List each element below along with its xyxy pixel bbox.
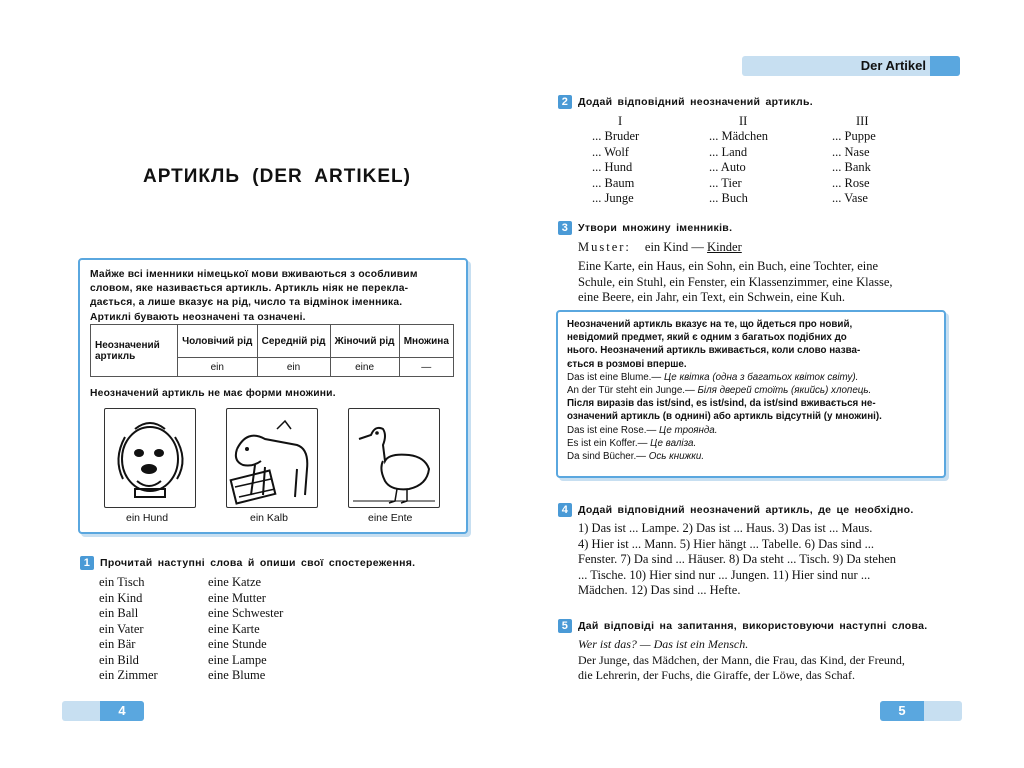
text-line: die Lehrerin, der Fuchs, die Giraffe, der Löwe, das Schaf. xyxy=(578,668,856,683)
list-item: ... Hund xyxy=(592,160,633,174)
table-cell: ein xyxy=(257,358,330,377)
list-item: ... Bruder xyxy=(592,129,640,143)
section-title: Der Artikel xyxy=(860,58,926,73)
example-translation: Ось книжки. xyxy=(648,451,705,463)
list-item: ... Rose xyxy=(832,175,870,190)
list-item: eine Lampe xyxy=(208,652,267,667)
exercise-number: 4 xyxy=(558,503,572,517)
text-line: Schule, ein Stuhl, ein Fenster, ein Klassenzimmer, eine Klasse, xyxy=(578,274,893,289)
list-item: ... Mädchen xyxy=(709,129,769,143)
example-line xyxy=(567,384,935,397)
list-item: ... Junge xyxy=(592,191,634,205)
list-item: ein Kind xyxy=(99,590,143,605)
muster-label: Muster: xyxy=(578,240,631,254)
intro-line: Майже всі іменники німецької мови вживаються з особливим xyxy=(90,269,418,280)
list-item: eine Mutter xyxy=(208,590,266,605)
exercise-instruction: Утвори множину іменників. xyxy=(578,221,733,234)
noun-column-2 xyxy=(709,129,768,207)
intro-line: дається, а лише вказує на рід, число та відмінок іменника. xyxy=(90,297,403,309)
muster-example xyxy=(578,240,742,256)
page-number: 5 xyxy=(880,701,924,721)
example-translation: Біля дверей стоїть (якийсь) хлопець. xyxy=(697,385,872,397)
exercise-4-text xyxy=(578,521,950,599)
list-item: eine Karte xyxy=(208,621,260,636)
exercise-instruction: Дай відповіді на запитання, використовуючи наступні слова. xyxy=(578,619,928,632)
exercise-4-heading xyxy=(558,503,914,517)
exercise-3-text xyxy=(578,259,948,306)
word-column-1 xyxy=(99,575,158,684)
exercise-instruction: Додай відповідний неозначений артикль. xyxy=(578,95,813,108)
caption-kalb: ein Kalb xyxy=(250,512,288,524)
section-tab-accent xyxy=(930,56,960,76)
text-line: Неозначений артикль вказує на те, що йдеться про новий, xyxy=(567,319,853,330)
page-number-tab xyxy=(880,701,962,721)
caption-ente: eine Ente xyxy=(368,512,413,524)
plural-note: Неозначений артикль не має форми множини. xyxy=(90,388,336,399)
text-line: Fenster. 7) Da sind ... Häuser. 8) Da steht ... Tisch. 9) Da stehen xyxy=(578,552,897,567)
text-line: 1) Das ist ... Lampe. 2) Das ist ... Haus. 3) Das ist ... Maus. xyxy=(578,521,873,535)
list-item: ein Bär xyxy=(99,637,136,651)
article-table xyxy=(90,324,454,377)
list-item: ... Baum xyxy=(592,175,635,190)
text-line: Mädchen. 12) Das sind ... Hefte. xyxy=(578,583,741,598)
list-item: ... Vase xyxy=(832,191,868,205)
column-heading-2: II xyxy=(739,114,748,128)
page-number: 4 xyxy=(100,701,144,721)
example-question: Wer ist das? — Das ist ein Mensch. xyxy=(578,637,749,651)
example-line xyxy=(567,371,935,384)
example-translation: Це квітка (одна з багатьох квіток світу). xyxy=(663,371,859,383)
example-german: Das ist eine Rose.— xyxy=(567,424,657,436)
page-number-tab xyxy=(62,701,144,721)
example-german: An der Tür steht ein Junge.— xyxy=(567,385,695,397)
example-translation: Це троянда. xyxy=(659,424,718,436)
table-header: Середній рід xyxy=(257,325,330,358)
calf-drawing xyxy=(226,408,318,508)
exercise-instruction: Прочитай наступні слова й опиши свої спостереження. xyxy=(100,556,416,569)
list-item: ein Vater xyxy=(99,621,144,636)
exercise-5-heading xyxy=(558,619,927,633)
example-german: Da sind Bücher.— xyxy=(567,451,646,463)
table-header: Жіночий рід xyxy=(330,325,399,358)
exercise-1-heading xyxy=(80,556,415,570)
right-page xyxy=(512,0,1024,768)
table-cell: — xyxy=(399,358,453,377)
list-item: ... Buch xyxy=(709,191,748,205)
caption-hund: ein Hund xyxy=(126,512,169,524)
table-row-header: Неозначений артикль xyxy=(91,325,178,377)
indefinite-article-info-box xyxy=(556,310,946,478)
example-german: Das ist eine Blume.— xyxy=(567,371,662,383)
example-line xyxy=(567,424,935,437)
text-line: Eine Karte, ein Haus, ein Sohn, ein Buch, eine Tochter, eine xyxy=(578,259,879,273)
list-item: eine Stunde xyxy=(208,637,267,651)
section-tab xyxy=(742,56,960,76)
intro-line: словом, яке називається артикль. Артикль ніяк не переклa- xyxy=(90,283,409,295)
intro-line: Артиклі бувають неозначені та означені. xyxy=(90,311,306,323)
exercise-number: 3 xyxy=(558,221,572,235)
exercise-number: 5 xyxy=(558,619,572,633)
list-item: ein Bild xyxy=(99,652,139,667)
word-column-2 xyxy=(208,575,283,684)
example-german: Es ist ein Koffer.— xyxy=(567,437,648,449)
list-item: ... Tier xyxy=(709,175,742,190)
exercise-2-heading xyxy=(558,95,813,109)
text-line: ... Tische. 10) Hier sind nur ... Jungen. 11) Hier sind nur ... xyxy=(578,567,871,582)
table-header: Чоловічий рід xyxy=(178,325,258,358)
exercise-5-text xyxy=(578,637,958,684)
muster-answer: Kinder xyxy=(707,240,742,254)
table-cell: ein xyxy=(178,358,258,377)
table-cell: eine xyxy=(330,358,399,377)
text-line: 4) Hier ist ... Mann. 5) Hier hängt ... Tabelle. 6) Das sind ... xyxy=(578,536,875,551)
info-box-text xyxy=(567,318,935,463)
list-item: eine Katze xyxy=(208,575,262,589)
table-header: Множина xyxy=(399,325,453,358)
page-title: АРТИКЛЬ (DER ARTIKEL) xyxy=(143,166,411,187)
column-heading-1: I xyxy=(618,114,623,128)
muster-text: ein Kind — xyxy=(644,240,704,254)
text-line: Після виразів das ist/sind, es ist/sind, da ist/sind вживається не- xyxy=(567,398,876,410)
list-item: ... Puppe xyxy=(832,129,876,143)
article-info-box xyxy=(78,258,468,534)
noun-column-3 xyxy=(832,129,876,207)
dog-drawing xyxy=(104,408,196,508)
list-item: ... Land xyxy=(709,144,748,159)
text-line: нього. Неозначений артикль вживається, коли слово назва- xyxy=(567,345,861,357)
text-line: означений артикль (в однині) або артикль відсутній (у множині). xyxy=(567,411,882,423)
text-line: невідомий предмет, який є одним з багатьох подібних до xyxy=(567,332,847,344)
example-translation: Це валіза. xyxy=(650,437,697,449)
list-item: ... Auto xyxy=(709,160,746,174)
text-line: Der Junge, das Mädchen, der Mann, die Frau, das Kind, der Freund, xyxy=(578,652,905,667)
duck-drawing xyxy=(348,408,440,508)
list-item: ... Nase xyxy=(832,144,870,159)
exercise-3-heading xyxy=(558,221,732,235)
list-item: ein Tisch xyxy=(99,575,145,589)
list-item: eine Blume xyxy=(208,668,266,682)
column-heading-3: III xyxy=(856,114,869,128)
list-item: ein Ball xyxy=(99,606,139,620)
list-item: ... Wolf xyxy=(592,144,629,159)
text-line: eine Beere, ein Jahr, ein Text, ein Schwein, eine Kuh. xyxy=(578,290,846,305)
list-item: ... Bank xyxy=(832,160,871,174)
intro-text xyxy=(90,268,456,325)
list-item: ein Zimmer xyxy=(99,668,158,682)
text-line: ється в розмові вперше. xyxy=(567,358,687,370)
exercise-instruction: Додай відповідний неозначений артикль, де це необхідно. xyxy=(578,503,914,516)
example-line xyxy=(567,450,935,463)
exercise-number: 2 xyxy=(558,95,572,109)
list-item: eine Schwester xyxy=(208,606,284,620)
exercise-number: 1 xyxy=(80,556,94,570)
noun-column-1 xyxy=(592,129,639,207)
example-line xyxy=(567,437,935,450)
